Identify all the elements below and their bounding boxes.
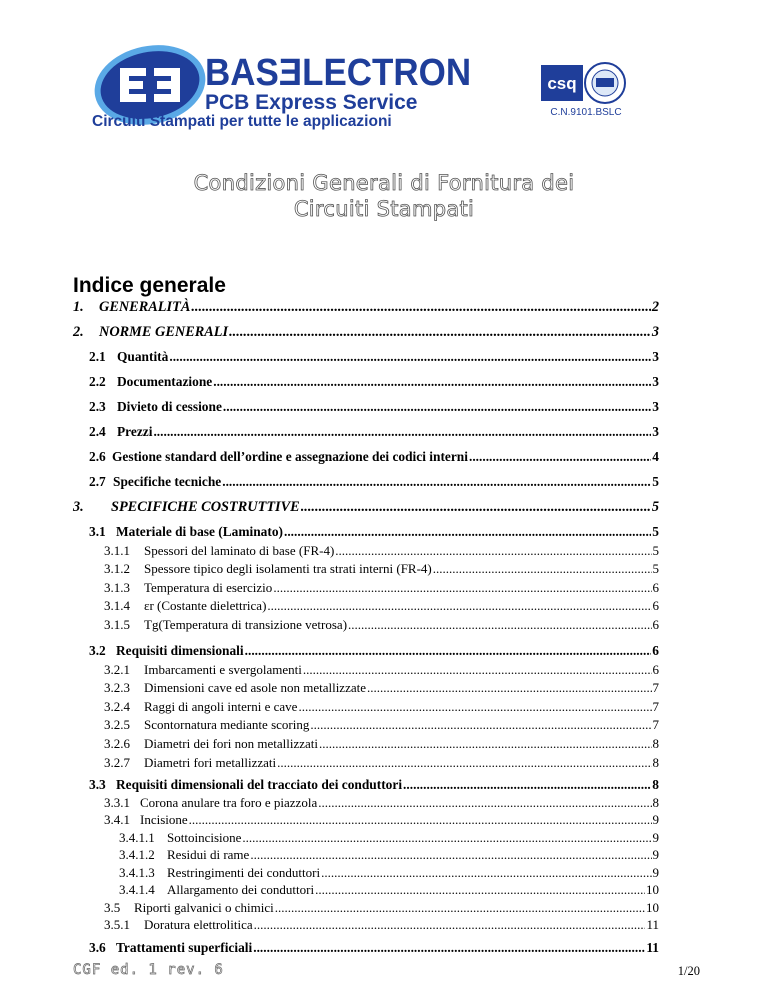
toc-entry[interactable] [104,795,659,811]
toc-entry-title: Requisiti dimensionali del tracciato dei conduttori [116,777,403,792]
toc-entry[interactable] [104,598,659,614]
toc-entry-page: 5 [652,524,659,539]
toc-leader-dots [229,324,651,341]
toc-entry[interactable] [89,474,659,490]
toc-entry-title: Prezzi [117,424,153,439]
toc-entry-title: GENERALITÀ [99,299,191,315]
toc-entry-title: Raggi di angoli interni e cave [144,699,298,714]
toc-entry[interactable] [73,499,659,516]
toc-leader-dots [189,812,652,828]
brand-name: BASƎLECTRON [205,52,472,94]
toc-entry[interactable] [89,424,659,440]
toc-leader-dots [348,617,651,633]
toc-leader-dots [253,940,645,956]
toc-entry-title: Allargamento dei conduttori [167,882,315,897]
toc-entry-number: 3. [73,499,84,515]
toc-entry[interactable] [104,617,659,633]
toc-entry[interactable] [89,349,659,365]
toc-entry-page: 8 [652,777,659,792]
toc-entry[interactable] [89,643,659,659]
toc-entry-title: Trattamenti superficiali [116,940,253,955]
toc-entry-title: Corona anulare tra foro e piazzola [140,794,318,810]
toc-entry-title: Diametri dei fori non metallizzati [144,736,318,751]
toc-entry-number: 2.7 [89,474,106,489]
toc-entry-number: 2.6 [89,449,106,464]
toc-entry-page: 6 [652,598,659,613]
toc-entry-page: 10 [646,882,659,897]
toc-entry-page: 8 [652,794,659,810]
toc-entry-number: 3.2.5 [104,717,130,732]
toc-entry-page: 11 [646,940,659,955]
toc-entry-page: 7 [652,717,659,732]
toc-leader-dots [469,449,651,465]
toc-entry-title: NORME GENERALI [99,324,229,340]
toc-entry-number: 2.3 [89,399,106,414]
toc-entry[interactable] [104,736,659,752]
toc-entry[interactable] [104,917,659,933]
toc-entry-number: 2.2 [89,374,106,389]
toc-entry-number: 3.4.1 [104,812,130,827]
toc-entry[interactable] [89,524,659,540]
toc-entry-title: Spessori del laminato di base (FR-4) [144,543,335,558]
toc-entry-number: 3.2.7 [104,755,130,770]
toc-leader-dots [250,847,651,863]
toc-leader-dots [310,717,651,733]
toc-entry[interactable] [89,399,659,415]
toc-entry-number: 3.4.1.1 [119,829,155,845]
toc-entry-title: Specifiche tecniche [113,474,222,489]
toc-entry-title: Doratura elettrolitica [144,917,253,932]
toc-entry-page: 5 [652,561,659,576]
toc-entry-title: Tg(Temperatura di transizione vetrosa) [144,617,348,632]
toc-entry-title: Requisiti dimensionali [116,643,244,658]
toc-leader-dots [318,795,651,811]
toc-entry-number: 1. [73,299,84,315]
toc-entry[interactable] [104,717,659,733]
toc-leader-dots [403,777,651,793]
toc-entry-number: 3.3 [89,777,106,792]
toc-leader-dots [223,399,651,415]
toc-leader-dots [273,580,651,596]
toc-leader-dots [284,524,651,540]
toc-entry[interactable] [104,900,659,916]
toc-entry-number: 2. [73,324,84,340]
toc-entry-number: 3.2 [89,643,106,658]
toc-entry[interactable] [104,662,659,678]
document-title-line-1: Condizioni Generali di Fornitura dei [193,171,575,195]
cert-logo-text: csq [547,74,577,93]
toc-entry-title: Dimensioni cave ed asole non metallizzate [144,680,366,695]
toc-leader-dots [213,374,651,390]
toc-leader-dots [303,662,652,678]
toc-leader-dots [433,561,652,577]
toc-entry-title: Materiale di base (Laminato) [116,524,283,539]
toc-entry[interactable] [104,699,659,715]
toc-entry-page: 9 [652,829,659,845]
toc-entry-number: 3.2.3 [104,680,130,695]
page-number: 1/20 [677,964,700,978]
toc-leader-dots [301,499,651,516]
toc-entry-page: 6 [652,580,659,595]
toc-entry-page: 3 [651,324,659,340]
toc-entry[interactable] [104,561,659,577]
toc-entry[interactable] [89,777,659,793]
toc-leader-dots [275,900,645,916]
toc-entry-number: 3.5 [104,899,121,915]
toc-entry-title: Scontornatura mediante scoring [144,717,310,732]
toc-entry-title: εr (Costante dielettrica) [144,598,267,613]
toc-entry[interactable] [104,812,659,828]
toc-leader-dots [267,598,651,614]
toc-entry-number: 3.1.3 [104,580,130,595]
toc-entry-page: 2 [651,299,659,315]
toc-leader-dots [367,680,652,696]
toc-entry-number: 3.4.1.2 [119,847,155,862]
toc-entry-page: 5 [652,543,659,558]
toc-entry-number: 3.1.5 [104,617,130,632]
toc-leader-dots [153,424,651,440]
toc-entry-page: 9 [652,812,659,827]
toc-entry-page: 7 [652,680,659,695]
toc-heading: Indice generale [73,274,226,297]
toc-entry-page: 3 [652,374,659,389]
toc-entry-number: 3.3.1 [104,794,130,810]
toc-entry-page: 3 [652,349,659,364]
toc-leader-dots [242,830,651,846]
toc-entry-title: Imbarcamenti e svergolamenti [144,662,302,677]
toc-entry-title: Spessore tipico degli isolamenti tra strati interni (FR-4) [144,561,432,576]
toc-entry-number: 3.1.4 [104,598,130,613]
toc-leader-dots [169,349,651,365]
toc-entry-number: 3.1.1 [104,543,130,558]
toc-entry-title: SPECIFICHE COSTRUTTIVE [111,499,300,515]
toc-entry[interactable] [104,580,659,596]
toc-entry-number: 2.1 [89,349,106,364]
toc-entry[interactable] [119,847,659,863]
toc-entry-number: 3.1.2 [104,561,130,576]
toc-entry-page: 3 [652,424,659,439]
toc-entry-page: 7 [652,699,659,714]
toc-entry[interactable] [73,299,659,316]
toc-entry[interactable] [89,374,659,390]
toc-entry-title: Documentazione [117,374,213,389]
toc-leader-dots [254,917,646,933]
toc-entry[interactable] [89,449,659,465]
toc-leader-dots [245,643,652,659]
document-title-line-2: Circuiti Stampati [293,197,475,221]
toc-entry-title: Riporti galvanici o chimici [134,899,274,915]
toc-entry-page: 10 [646,899,659,915]
toc-entry-title: Sottoincisione [167,829,242,845]
toc-entry-page: 8 [652,755,659,770]
toc-entry[interactable] [119,865,659,881]
toc-leader-dots [222,474,651,490]
toc-entry-page: 5 [652,474,659,489]
toc-entry-page: 4 [652,449,659,464]
toc-entry-number: 3.2.6 [104,736,130,751]
toc-entry[interactable] [73,324,659,341]
toc-entry-page: 9 [652,847,659,862]
toc-leader-dots [277,755,651,771]
brand-subtitle: PCB Express Service [205,91,418,114]
toc-entry-page: 8 [652,736,659,751]
toc-entry-number: 3.6 [89,940,106,955]
toc-leader-dots [319,736,652,752]
toc-entry-page: 3 [652,399,659,414]
toc-leader-dots [321,865,651,881]
toc-entry-page: 11 [646,917,659,932]
toc-entry-number: 3.2.4 [104,699,130,714]
toc-entry-page: 6 [652,643,659,658]
toc-leader-dots [191,299,650,316]
toc-entry-title: Quantità [117,349,169,364]
toc-entry-title: Restringimenti dei conduttori [167,864,321,880]
toc-entry-number: 3.1 [89,524,106,539]
toc-entry-title: Temperatura di esercizio [144,580,273,595]
toc-entry-number: 3.4.1.4 [119,882,155,897]
toc-entry-page: 5 [651,499,659,515]
toc-entry-title: Gestione standard dell’ordine e assegnazione dei codici interni [112,449,468,464]
toc-entry[interactable] [119,830,659,846]
certification-logo-icon [541,61,627,107]
toc-leader-dots [335,543,651,559]
document-revision: CGF ed. 1 rev. 6 [73,962,224,978]
toc-entry-page: 6 [652,662,659,677]
toc-entry-number: 3.5.1 [104,917,130,932]
toc-entry[interactable] [119,882,659,898]
toc-leader-dots [298,699,651,715]
toc-entry[interactable] [104,755,659,771]
toc-entry-title: Diametri fori metallizzati [144,755,277,770]
toc-entry-number: 3.2.1 [104,662,130,677]
toc-entry[interactable] [89,940,659,956]
toc-entry-page: 9 [652,864,659,880]
toc-entry-title: Incisione [140,812,188,827]
toc-entry[interactable] [104,680,659,696]
certification-code: C.N.9101.BSLC [550,107,622,118]
toc-leader-dots [315,882,645,898]
toc-entry-page: 6 [652,617,659,632]
toc-entry-number: 3.4.1.3 [119,864,155,880]
toc-entry[interactable] [104,543,659,559]
toc-entry-title: Residui di rame [167,847,250,862]
brand-tagline: Circuiti Stampati per tutte le applicazioni [92,113,392,130]
toc-entry-title: Divieto di cessione [117,399,222,414]
toc-entry-number: 2.4 [89,424,106,439]
